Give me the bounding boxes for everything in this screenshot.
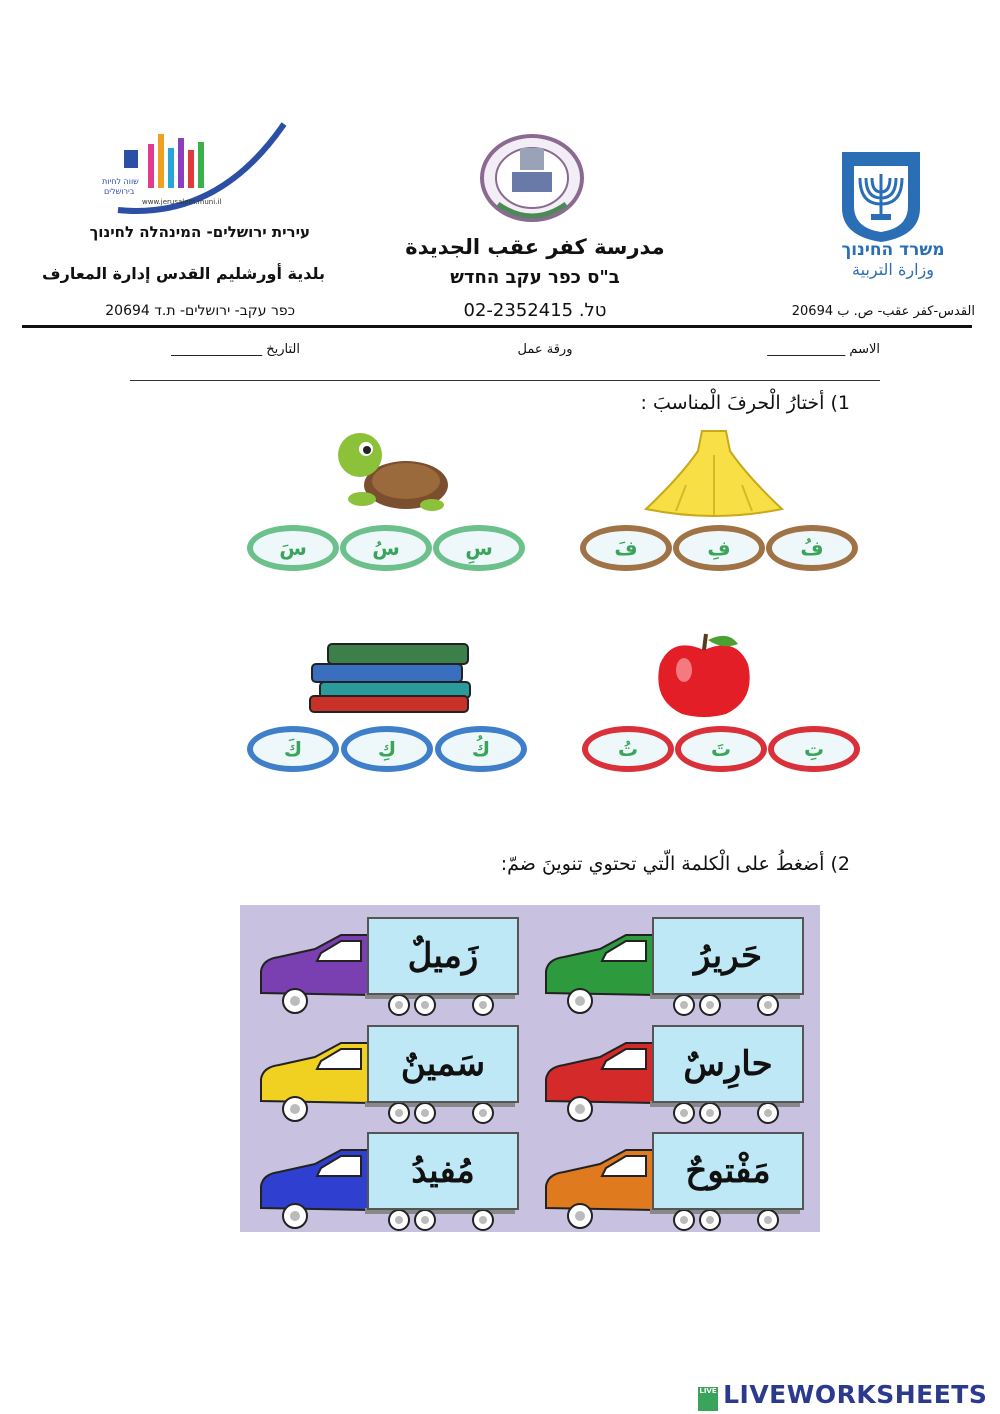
word-truck[interactable] (530, 909, 815, 1017)
municipality-url: www.jerusalem.muni.il (142, 198, 222, 206)
q1-option[interactable]: سِ (433, 525, 525, 571)
word-truck[interactable] (245, 1017, 530, 1125)
truck-word: حارِسٌ (652, 1025, 804, 1103)
liveworksheets-watermark (698, 1380, 998, 1410)
books-picture (306, 640, 476, 716)
apple-picture (652, 630, 756, 718)
q1-option[interactable]: كِ (341, 726, 433, 772)
q1-options-turtle (247, 525, 527, 571)
svg-text:בירושלים: בירושלים (104, 187, 135, 196)
q1-options-dress (576, 525, 858, 571)
truck-row (240, 1017, 820, 1125)
municipality-name-arabic: بلدية أورشليم القدس إدارة المعارف (42, 264, 325, 283)
ministry-name-hebrew: משרד החינוך (841, 240, 945, 260)
truck-row (240, 1124, 820, 1232)
truck-word: زَميلٌ (367, 917, 519, 995)
school-name-arabic: مدرسة كفر عقب الجديدة (405, 235, 665, 259)
name-field-label: الاسم ____________ (767, 342, 880, 357)
question-1-prompt: 1) أختارُ الْحرفَ الْمناسبَ : (640, 392, 850, 414)
q1-option[interactable]: كَ (247, 726, 339, 772)
header-divider (22, 325, 972, 328)
q1-option[interactable]: سُ (340, 525, 432, 571)
q1-option[interactable]: سَ (247, 525, 339, 571)
truck-row (240, 909, 820, 1017)
municipality-name-hebrew: עירית ירושלים- המינהלה לחינוך (89, 223, 310, 241)
worksheet-title: ورقة عمل (517, 342, 573, 357)
turtle-picture (322, 425, 454, 517)
q1-option[interactable]: تِ (768, 726, 860, 772)
question-2-prompt: 2) أضغطُ على الْكلمة الّتي تحتوي تنوينَ ضمّ: (500, 853, 850, 875)
school-name-hebrew: ב"ס כפר עקב החדש (450, 267, 620, 288)
q1-options-apple (578, 726, 860, 772)
ministry-name-arabic: وزارة التربية (852, 260, 934, 279)
address-right: القدس-كفر عقب- ص. ب 20694 (791, 304, 975, 319)
truck-word: حَريرُ (652, 917, 804, 995)
q1-option[interactable]: فِ (673, 525, 765, 571)
ministry-emblem-icon (838, 148, 924, 244)
q1-option[interactable]: تَ (675, 726, 767, 772)
school-phone: טל. 02-2352415 (463, 300, 607, 321)
form-divider (130, 380, 880, 381)
truck-word: مُفيدُ (367, 1132, 519, 1210)
q1-option[interactable]: كُ (435, 726, 527, 772)
watermark-text: LIVEWORKSHEETS (723, 1380, 988, 1409)
dress-picture (636, 425, 792, 520)
q1-option[interactable]: فُ (766, 525, 858, 571)
school-seal-icon (478, 132, 586, 224)
word-truck[interactable] (530, 1017, 815, 1125)
word-truck[interactable] (245, 1124, 530, 1232)
truck-grid (240, 905, 820, 1232)
liveworksheets-badge-icon: LIVE (698, 1387, 718, 1411)
municipality-address: כפר עקב- ירושלים- ת.ד 20694 (105, 303, 295, 319)
q1-option[interactable]: تُ (582, 726, 674, 772)
word-truck[interactable] (245, 909, 530, 1017)
svg-text:שווה לחיות: שווה לחיות (102, 177, 139, 186)
q1-option[interactable]: فَ (580, 525, 672, 571)
word-truck[interactable] (530, 1124, 815, 1232)
municipality-logo-icon (98, 120, 288, 220)
truck-word: مَفْتوحٌ (652, 1132, 804, 1210)
date-field-label: التاريخ ______________ (171, 342, 300, 357)
truck-word: سَمينٌ (367, 1025, 519, 1103)
q1-options-books (247, 726, 529, 772)
